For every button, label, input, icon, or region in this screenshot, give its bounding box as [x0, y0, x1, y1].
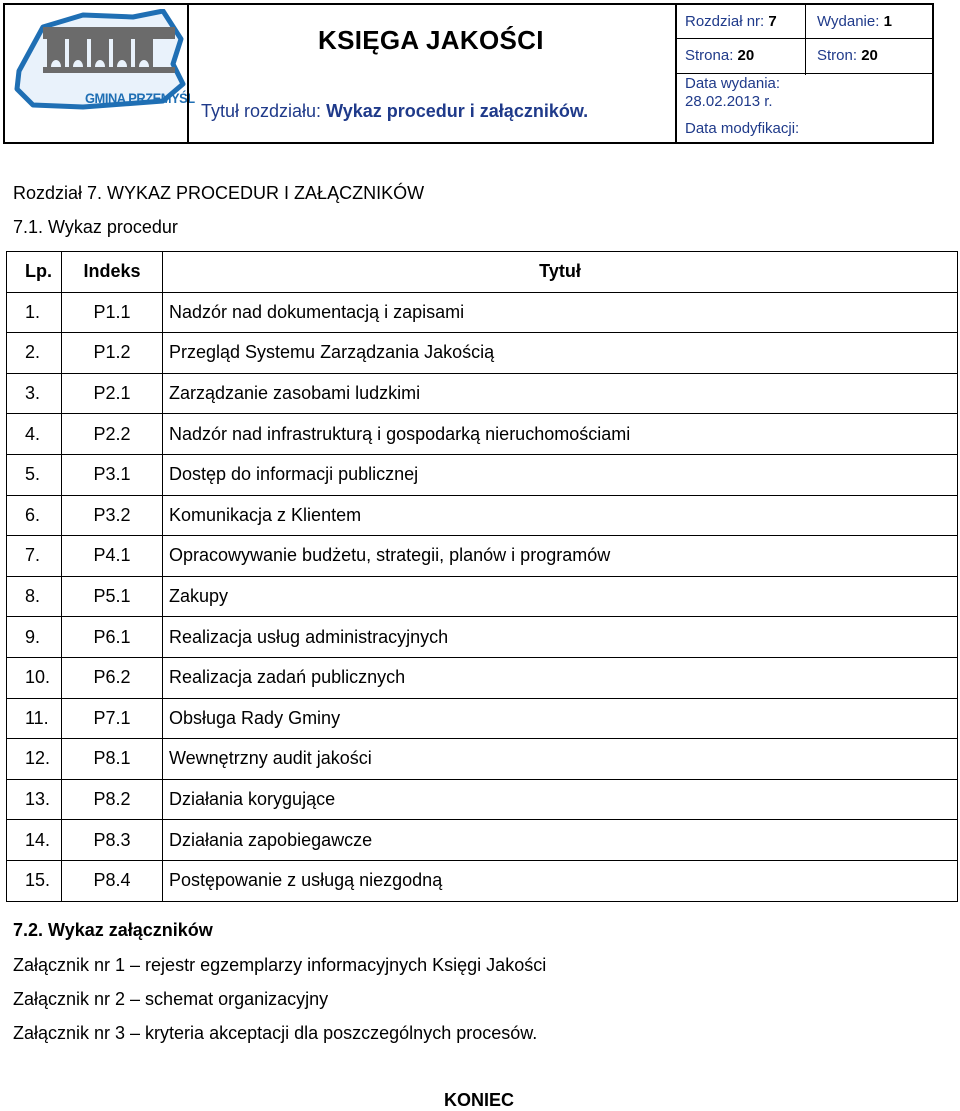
row-title: Zarządzanie zasobami ludzkimi — [163, 373, 958, 414]
row-index: P1.1 — [62, 292, 163, 333]
chapter-title-value: Wykaz procedur i załączników. — [326, 101, 589, 121]
row-index: P2.2 — [62, 414, 163, 455]
row-number: 7. — [7, 536, 62, 577]
row-number: 5. — [7, 454, 62, 495]
page-number-value: 20 — [737, 47, 755, 64]
table-row — [7, 495, 958, 536]
row-title: Przegląd Systemu Zarządzania Jakością — [163, 333, 958, 374]
header-divider — [675, 73, 932, 74]
row-number: 13. — [7, 779, 62, 820]
row-number: 6. — [7, 495, 62, 536]
chapter-title — [201, 101, 588, 122]
row-number: 11. — [7, 698, 62, 739]
row-index: P8.3 — [62, 820, 163, 861]
edition — [817, 13, 892, 30]
row-index: P3.1 — [62, 454, 163, 495]
logo-text: GMINA PRZEMYŚL — [85, 90, 195, 106]
row-title: Komunikacja z Klientem — [163, 495, 958, 536]
chapter-title-label: Tytuł rozdziału: — [201, 101, 322, 121]
issue-date-value: 28.02.2013 r. — [685, 93, 773, 110]
row-index: P7.1 — [62, 698, 163, 739]
row-number: 8. — [7, 576, 62, 617]
row-index: P2.1 — [62, 373, 163, 414]
attachment-item: Załącznik nr 2 – schemat organizacyjny — [13, 989, 329, 1009]
table-header-row — [7, 252, 958, 293]
row-index: P8.2 — [62, 779, 163, 820]
row-title: Dostęp do informacji publicznej — [163, 454, 958, 495]
issue-date-label: Data wydania: — [685, 75, 781, 92]
page-number — [685, 47, 754, 64]
row-title: Wewnętrzny audit jakości — [163, 739, 958, 780]
row-number: 4. — [7, 414, 62, 455]
table-row — [7, 860, 958, 901]
column-header-lp: Lp. — [7, 252, 62, 293]
table-row — [7, 576, 958, 617]
attachment-item: Załącznik nr 1 – rejestr egzemplarzy informacyjnych Księgi Jakości — [13, 955, 547, 975]
row-number: 12. — [7, 739, 62, 780]
row-number: 15. — [7, 860, 62, 901]
document-header — [3, 3, 934, 144]
page-count-label: Stron: — [817, 47, 858, 64]
row-index: P8.1 — [62, 739, 163, 780]
attachment-item: Załącznik nr 3 – kryteria akceptacji dla poszczególnych procesów. — [13, 1023, 538, 1043]
table-row — [7, 820, 958, 861]
table-row — [7, 333, 958, 374]
header-divider — [805, 5, 806, 75]
page-count-value: 20 — [861, 47, 878, 64]
row-title: Realizacja zadań publicznych — [163, 657, 958, 698]
modification-date-label: Data modyfikacji: — [685, 120, 800, 137]
row-index: P1.2 — [62, 333, 163, 374]
table-row — [7, 739, 958, 780]
column-header-index: Indeks — [62, 252, 163, 293]
table-row — [7, 414, 958, 455]
row-number: 3. — [7, 373, 62, 414]
row-title: Obsługa Rady Gminy — [163, 698, 958, 739]
row-index: P6.1 — [62, 617, 163, 658]
table-row — [7, 657, 958, 698]
table-row — [7, 617, 958, 658]
page-number-label: Strona: — [685, 47, 734, 64]
table-row — [7, 698, 958, 739]
row-number: 2. — [7, 333, 62, 374]
row-title: Działania korygujące — [163, 779, 958, 820]
row-title: Zakupy — [163, 576, 958, 617]
end-marker: KONIEC — [444, 1090, 515, 1110]
row-title: Nadzór nad dokumentacją i zapisami — [163, 292, 958, 333]
column-header-title: Tytuł — [163, 252, 958, 293]
table-row — [7, 292, 958, 333]
table-row — [7, 454, 958, 495]
section-procedures-heading: 7.1. Wykaz procedur — [13, 217, 178, 237]
row-number: 9. — [7, 617, 62, 658]
row-title: Opracowywanie budżetu, strategii, planów i programów — [163, 536, 958, 577]
header-divider — [675, 38, 932, 39]
row-title: Działania zapobiegawcze — [163, 820, 958, 861]
section-attachments-heading: 7.2. Wykaz załączników — [13, 920, 213, 940]
table-row — [7, 536, 958, 577]
header-divider — [187, 5, 189, 142]
row-index: P6.2 — [62, 657, 163, 698]
row-index: P8.4 — [62, 860, 163, 901]
table-row — [7, 373, 958, 414]
row-number: 1. — [7, 292, 62, 333]
row-title: Nadzór nad infrastrukturą i gospodarką nieruchomościami — [163, 414, 958, 455]
row-title: Postępowanie z usługą niezgodną — [163, 860, 958, 901]
row-index: P3.2 — [62, 495, 163, 536]
row-number: 14. — [7, 820, 62, 861]
row-title: Realizacja usług administracyjnych — [163, 617, 958, 658]
chapter-number-label: Rozdział nr: — [685, 13, 765, 30]
row-index: P4.1 — [62, 536, 163, 577]
procedures-table — [6, 251, 958, 902]
page-count — [817, 47, 878, 64]
row-index: P5.1 — [62, 576, 163, 617]
table-row — [7, 779, 958, 820]
chapter-number — [685, 13, 777, 30]
chapter-heading: Rozdział 7. WYKAZ PROCEDUR I ZAŁĄCZNIKÓW — [13, 183, 425, 203]
document-title: KSIĘGA JAKOŚCI — [318, 25, 544, 55]
row-number: 10. — [7, 657, 62, 698]
chapter-number-value: 7 — [768, 13, 777, 30]
edition-label: Wydanie: — [817, 13, 880, 30]
edition-value: 1 — [883, 13, 892, 30]
